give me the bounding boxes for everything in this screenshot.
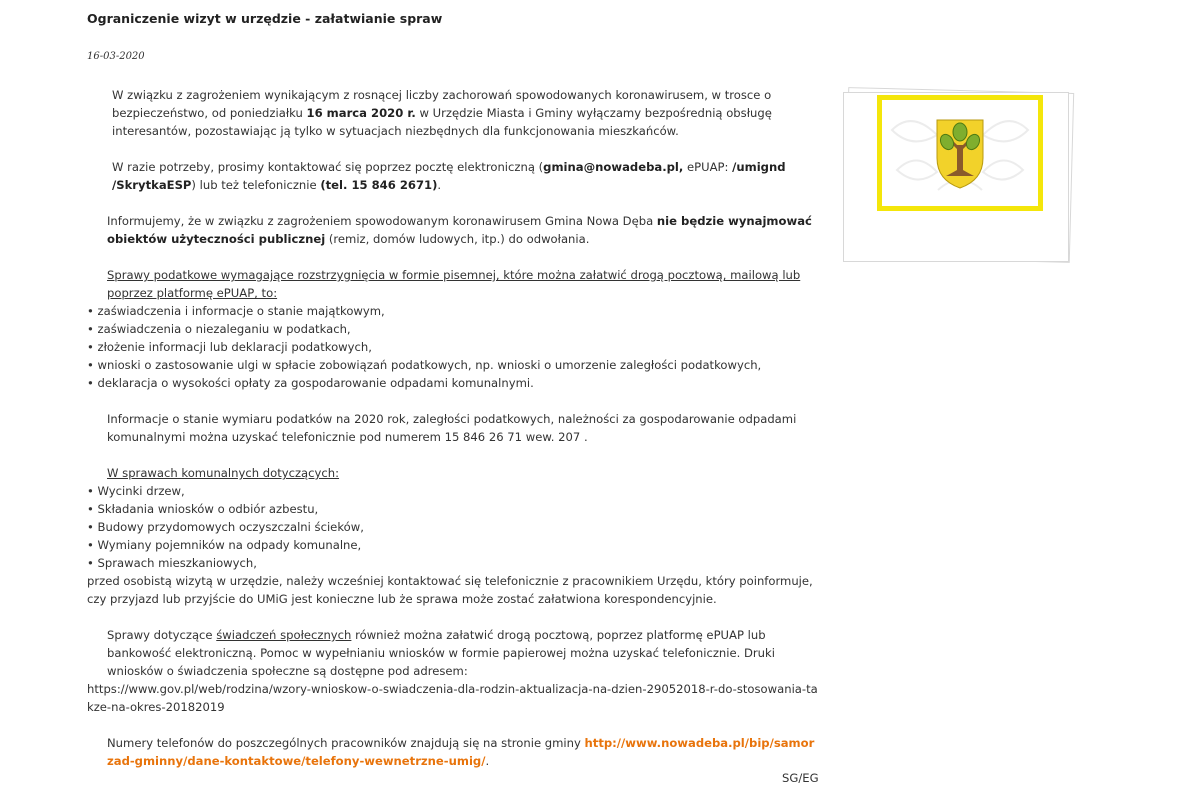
list-item: • Budowy przydomowych oczyszczalni ścieków, — [87, 520, 364, 534]
list-item: • Sprawach mieszkaniowych, — [87, 556, 257, 570]
list-item: • Wymiany pojemników na odpady komunalne, — [87, 538, 362, 552]
list-item: • deklaracja o wysokości opłaty za gospodarowanie odpadami komunalnymi. — [87, 376, 534, 390]
phone-number: (tel. 15 846 2671) — [320, 178, 438, 192]
paragraph-social: Sprawy dotyczące świadczeń społecznych również można załatwić drogą pocztową, poprzez platformę ePUAP lub bankowość elektroniczną. Pomoc w wypełnianiu wniosków w formie papierowej można uzyskać telefonicznie. Druki wniosków o świadczenia społeczne są dostępne pod adresem: https://www.gov.pl/web/rodzina/wzory-wnioskow-o-swiadczenia-dla-rodzin-aktualizacja-na-dzien-29052018-r-do-stosowania-takze-na-okres-20182019 — [87, 628, 818, 714]
list-item: • złożenie informacji lub deklaracji podatkowych, — [87, 340, 372, 354]
article-body — [87, 86, 819, 788]
communal-tail: przed osobistą wizytą w urzędzie, należy wcześniej kontaktować się telefonicznie z pracownikiem Urzędu, który poinformuje, czy przyjazd lub przyjście do UMiG jest konieczne lub że sprawa może zostać załatwiona korespondencyjnie. — [87, 574, 813, 606]
email-address: gmina@nowadeba.pl, — [543, 160, 684, 174]
crest-image-frame[interactable] — [877, 95, 1043, 211]
list-item: • zaświadczenia i informacje o stanie majątkowym, — [87, 304, 385, 318]
communal-section — [87, 464, 819, 608]
author-signature: SG/EG — [782, 771, 819, 785]
tax-section — [87, 266, 819, 392]
forms-url: https://www.gov.pl/web/rodzina/wzory-wnioskow-o-swiadczenia-dla-rodzin-aktualizacja-na-dzien-29052018-r-do-stosowania-takze-na-okres-20182019 — [87, 682, 818, 714]
paragraph-contact: W razie potrzeby, prosimy kontaktować się poprzez pocztę elektroniczną (gmina@nowadeba.pl, ePUAP: /umignd /SkrytkaESP) lub też telefonicznie (tel. 15 846 2671). — [112, 160, 786, 192]
epuap-address: /umignd /SkrytkaESP — [112, 160, 786, 192]
list-item: • wnioski o zastosowanie ulgi w spłacie zobowiązań podatkowych, np. wnioski o umorzenie zaległości podatkowych, — [87, 358, 762, 372]
article-title: Ograniczenie wizyt w urzędzie - załatwianie spraw — [87, 11, 443, 26]
social-benefits-link[interactable]: świadczeń społecznych — [216, 628, 352, 642]
paragraph-tax-info: Informacje o stanie wymiaru podatków na 2020 rok, zaległości podatkowych, należności za gospodarowanie odpadami komunalnymi można uzyskać telefonicznie pod numerem 15 846 26 71 wew. 207 . — [107, 412, 797, 444]
list-item: • Wycinki drzew, — [87, 484, 185, 498]
paragraph-facilities: Informujemy, że w związku z zagrożeniem spowodowanym koronawirusem Gmina Nowa Dęba nie będzie wynajmować obiektów użyteczności publicznej (remiz, domów ludowych, itp.) do odwołania. — [107, 214, 812, 246]
list-item: • zaświadczenia o niezaleganiu w podatkach, — [87, 322, 351, 336]
communal-heading: W sprawach komunalnych dotyczących: — [107, 466, 340, 480]
list-item: • Składania wniosków o odbiór azbestu, — [87, 502, 319, 516]
paragraph-phones: Numery telefonów do poszczególnych pracowników znajdują się na stronie gminy http://www.nowadeba.pl/bip/samorzad-gminny/dane-kontaktowe/telefony-wewnetrzne-umig/. — [107, 736, 815, 768]
phones-page-link[interactable]: http://www.nowadeba.pl/bip/samorzad-gminny/dane-kontaktowe/telefony-wewnetrzne-umig/ — [107, 736, 815, 768]
municipal-crest-icon — [882, 100, 1038, 206]
article-date: 16-03-2020 — [87, 51, 145, 62]
tax-heading: Sprawy podatkowe wymagające rozstrzygnięcia w formie pisemnej, które można załatwić drogą pocztową, mailową lub poprzez platformę ePUAP, to: — [107, 268, 801, 300]
paragraph-restriction: W związku z zagrożeniem wynikającym z rosnącej liczby zachorowań spowodowanych koronawirusem, w trosce o bezpieczeństwo, od poniedziałku 16 marca 2020 r. w Urzędzie Miasta i Gminy wyłączamy bezpośrednią obsługę interesantów, pozostawiając ją tylko w sytuacjach niezbędnych dla funkcjonowania mieszkańców. — [112, 88, 772, 138]
